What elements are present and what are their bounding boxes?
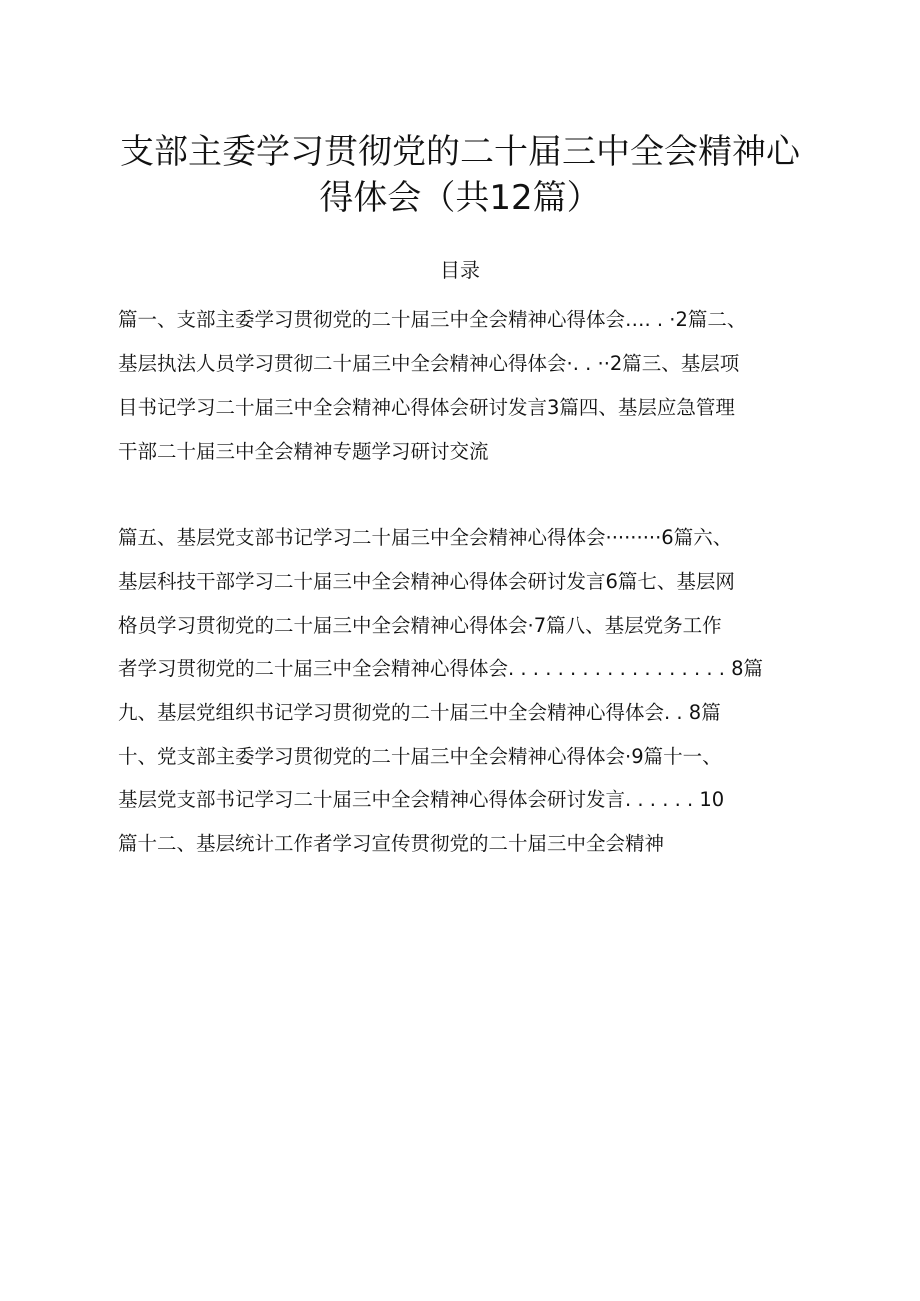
toc-line: 篇五、基层党支部书记学习二十届三中全会精神心得体会·········6篇六、 (118, 526, 733, 549)
toc-line: 基层党支部书记学习二十届三中全会精神心得体会研讨发言. . . . . . 10 (118, 788, 725, 811)
toc-line: 目书记学习二十届三中全会精神心得体会研讨发言3篇四、基层应急管理 (118, 396, 735, 419)
toc-line: 篇一、支部主委学习贯彻党的二十届三中全会精神心得体会…. . ·2篇二、 (118, 308, 747, 331)
toc-line: 基层科技干部学习二十届三中全会精神心得体会研讨发言6篇七、基层网 (118, 570, 735, 593)
toc-heading: 目录 (440, 258, 480, 282)
toc-line: 格员学习贯彻党的二十届三中全会精神心得体会·7篇八、基层党务工作 (118, 614, 722, 637)
toc-line: 篇十二、基层统计工作者学习宣传贯彻党的二十届三中全会精神 (118, 832, 665, 855)
toc-line: 九、基层党组织书记学习贯彻党的二十届三中全会精神心得体会. . 8篇 (118, 701, 721, 724)
document-title-line-1: 支部主委学习贯彻党的二十届三中全会精神心 (120, 132, 800, 172)
document-title-line-2: 得体会（共12篇） (319, 178, 601, 218)
toc-line: 基层执法人员学习贯彻二十届三中全会精神心得体会·. . ··2篇三、基层项 (118, 352, 740, 375)
toc-line: 干部二十届三中全会精神专题学习研讨交流 (118, 440, 489, 463)
toc-line: 十、党支部主委学习贯彻党的二十届三中全会精神心得体会·9篇十一、 (118, 745, 722, 768)
toc-line: 者学习贯彻党的二十届三中全会精神心得体会. . . . . . . . . . . . . . . . . . 8篇 (118, 657, 764, 680)
